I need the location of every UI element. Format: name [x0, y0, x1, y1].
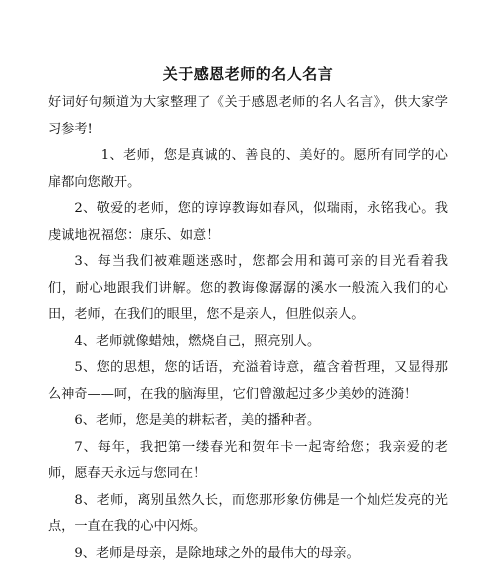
intro-paragraph: 好词好句频道为大家整理了《关于感恩老师的名人名言》，供大家学习参考!: [48, 95, 448, 137]
document-body: [48, 90, 448, 561]
quote-paragraph-3: 3、每当我们被难题迷惑时，您都会用和蔼可亲的目光看着我们，耐心地跟我们讲解。您的教诲像潺潺的溪水一般流入我们的心田，老师，在我们的眼里，您不是亲人，但胜似亲人。: [48, 254, 448, 322]
quote-paragraph-4: 4、老师就像蜡烛，燃烧自己，照亮别人。: [74, 333, 321, 349]
quote-paragraph-5: 5、您的思想，您的话语，充溢着诗意，蕴含着哲理，又显得那么神奇——呵，在我的脑海里，它们曾激起过多少美妙的涟漪！: [48, 360, 448, 402]
quote-paragraph-1: 1、老师，您是真诚的、善良的、美好的。愿所有同学的心扉都向您敞开。: [48, 148, 448, 190]
quote-paragraph-7: 7、每年，我把第一缕春光和贺年卡一起寄给您；我亲爱的老师，愿春天永远与您同在！: [48, 439, 448, 481]
quote-paragraph-2: 2、敬爱的老师，您的谆谆教诲如春风，似瑞雨，永铭我心。我虔诚地祝福您：康乐、如意！: [48, 201, 448, 243]
quote-paragraph-8: 8、老师，离别虽然久长，而您那形象仿佛是一个灿烂发亮的光点，一直在我的心中闪烁。: [48, 492, 448, 534]
document-title: 关于感恩老师的名人名言: [162, 65, 334, 83]
quote-paragraph-6: 6、老师，您是美的耕耘者，美的播种者。: [74, 413, 321, 428]
quote-paragraph-9: 9、老师是母亲，是除地球之外的最伟大的母亲。: [74, 545, 360, 561]
